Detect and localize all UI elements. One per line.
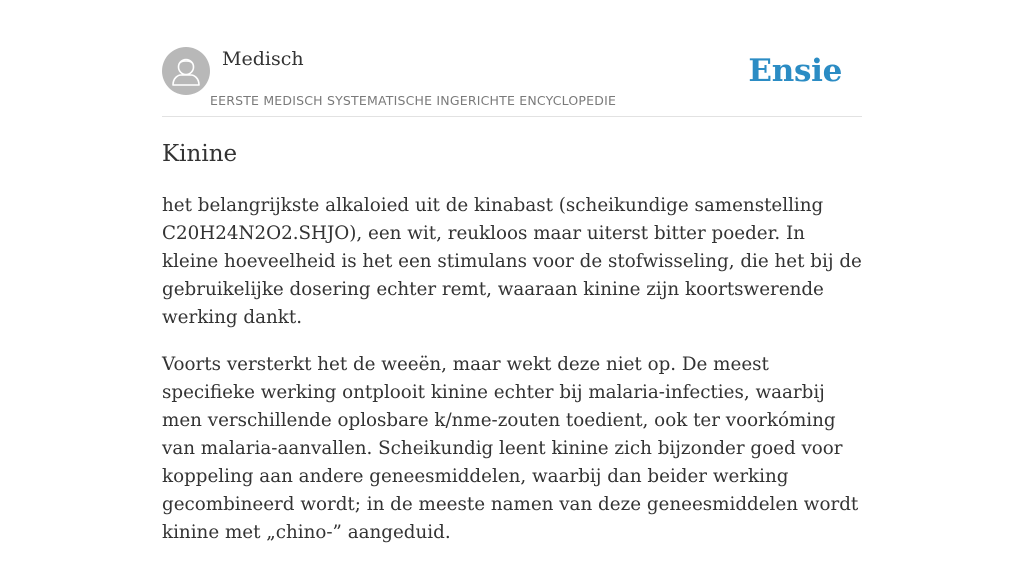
user-silhouette-icon: [162, 47, 210, 95]
source-avatar[interactable]: [162, 47, 210, 95]
article-body: [162, 192, 862, 566]
source-name-link[interactable]: Medisch: [222, 48, 304, 70]
ensie-logo[interactable]: Ensie: [748, 53, 842, 89]
article-paragraph: het belangrijkste alkaloied uit de kinabast (scheikundige samenstelling C20H24N2O2.SHJO), een wit, reukloos maar uiterst bitter poeder. In kleine hoeveelheid is het een stimulans voor de stofwisseling, die het bij de gebruikelijke dosering echter remt, waaraan kinine zijn koortswerende werking dankt.: [162, 195, 862, 328]
page-title: Kinine: [162, 141, 238, 167]
source-subtitle: EERSTE MEDISCH SYSTEMATISCHE INGERICHTE ENCYCLOPEDIE: [210, 93, 617, 108]
article-paragraph: Voorts versterkt het de weeën, maar wekt deze niet op. De meest specifieke werking ontplooit kinine echter bij malaria-infecties, waarbij men verschillende oplosbare k/nme-zouten toedient, ook ter voorkóming van malaria-aanvallen. Scheikundig leent kinine zich bijzonder goed voor koppeling aan andere geneesmiddelen, waarbij dan beider werking gecombineerd wordt; in de meeste namen van deze geneesmiddelen wordt kinine met „chino-” aangeduid.: [162, 354, 859, 543]
source-header: [162, 47, 862, 117]
